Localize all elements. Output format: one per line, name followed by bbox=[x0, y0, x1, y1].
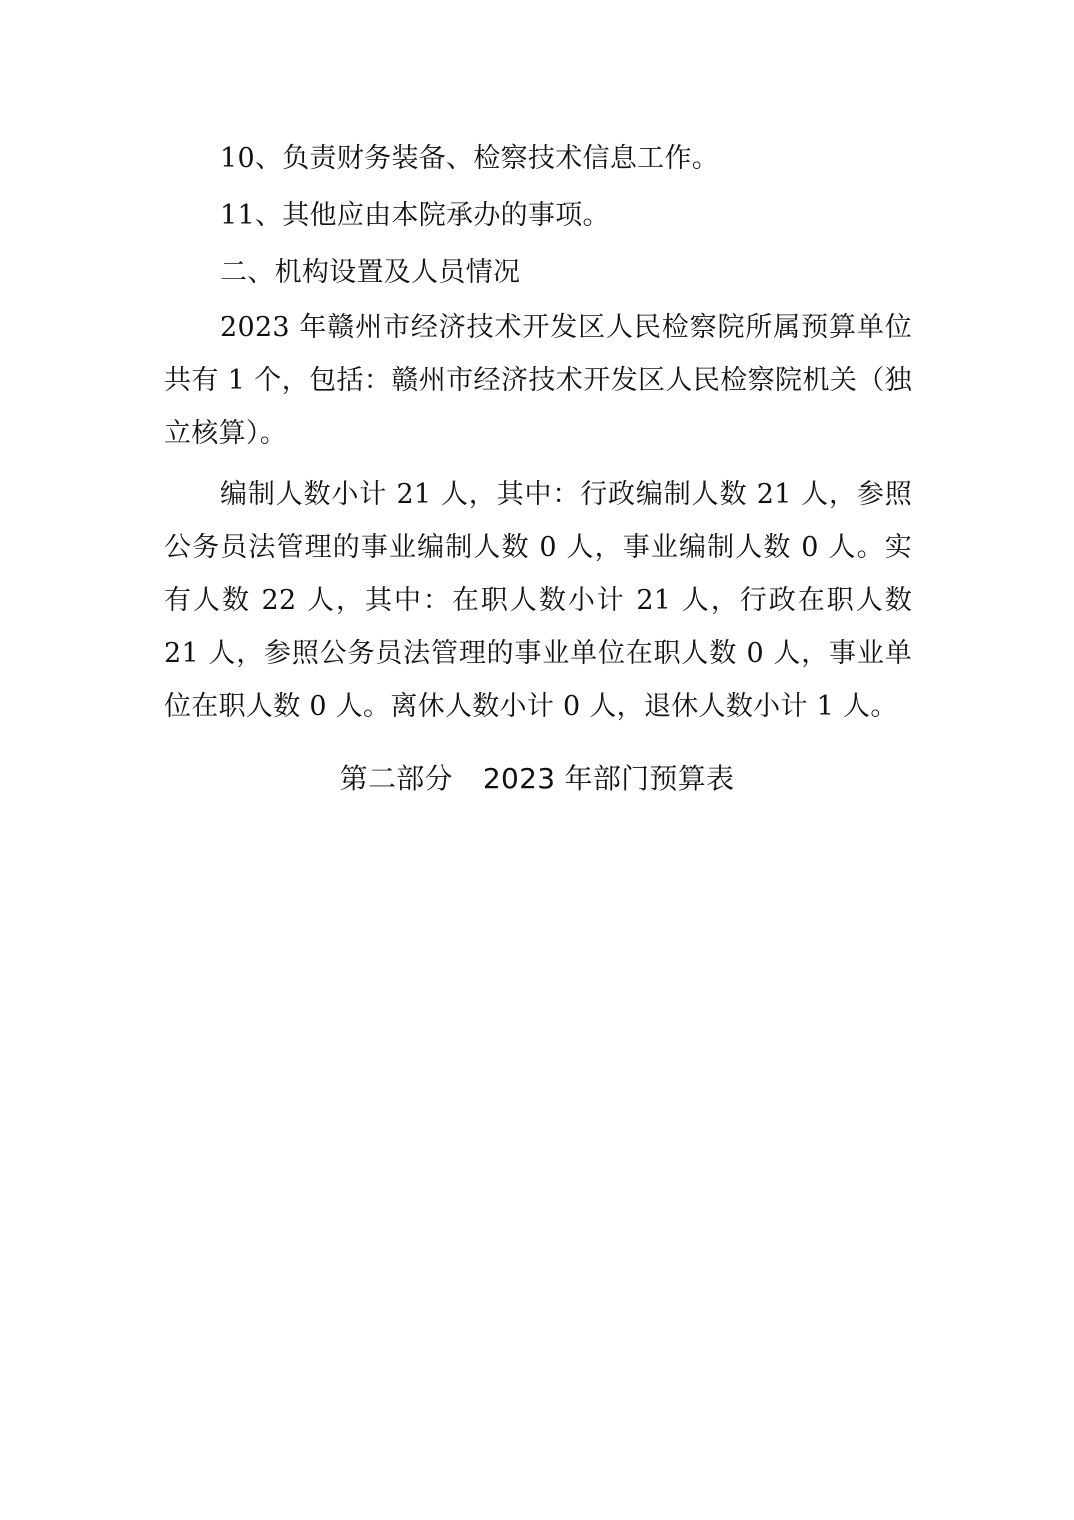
duty-item-11: 11、其他应由本院承办的事项。 bbox=[220, 200, 610, 231]
part-title-label: 第二部分 bbox=[339, 762, 453, 795]
budget-unit-paragraph: 2023 年赣州市经济技术开发区人民检察院所属预算单位共有 1 个，包括：赣州市经济技术开发区人民检察院机关（独立核算）。 bbox=[164, 312, 912, 449]
part-title bbox=[0, 752, 1074, 806]
document-body bbox=[164, 132, 912, 733]
staffing-paragraph: 编制人数小计 21 人，其中：行政编制人数 21 人，参照公务员法管理的事业编制人数 0 人，事业编制人数 0 人。实有人数 22 人，其中：在职人数小计 21 人，行政在职人数 21 人，参照公务员法管理的事业单位在职人数 0 人，事业单位在职人数 0 人。离休人数小计 0 人，退休人数小计 1 人。 bbox=[164, 479, 912, 722]
duty-item-10: 10、负责财务装备、检察技术信息工作。 bbox=[220, 143, 720, 174]
section-heading: 二、机构设置及人员情况 bbox=[220, 257, 521, 288]
part-title-text: 2023 年部门预算表 bbox=[482, 762, 735, 795]
